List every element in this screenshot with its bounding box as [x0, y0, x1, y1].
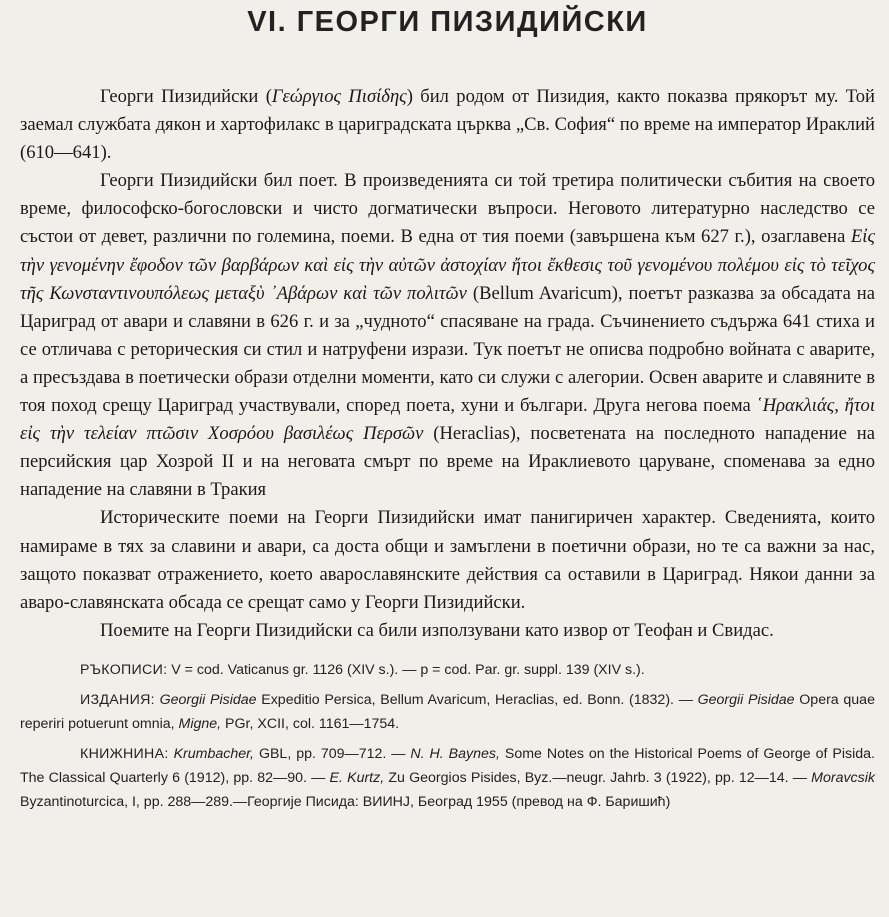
paragraph-2-text-b: (Bellum Avaricum), поетът разказва за обсадата на Цариград от авари и славяни в 626 г. и за „чудното“ спасяване на града. Съчинението съдържа 641 стиха и се отличава с реторическия си стил и натруфени изрази. Тук поетът не описва подробно войната с аварите, а пресъздава в поетически образи отделни моменти, като си служи с алегории. Освен аварите и славяните в тоя поход срещу Цариград участвували, според поета, хуни и българи. Друга негова поема [20, 282, 876, 417]
literature-entry [20, 742, 875, 814]
editions-text-2: Opera quae reperiri potuerunt omnia, [20, 691, 875, 732]
greek-name: Γεώργιος Πισίδης [271, 86, 407, 107]
literature-label: КНИЖНИНА: [80, 745, 169, 762]
literature-text-2: Some Notes on the Historical Poems of George of Pisida. The Classical Quarterly 6 (1912), pp. 82—90. — [20, 745, 875, 786]
chapter-title: VI. ГЕОРГИ ПИЗИДИЙСКИ [247, 6, 648, 38]
paragraph-3: Историческите поеми на Георги Пизидийски имат панигиричен характер. Сведенията, които намираме в тях за славини и авари, са доста общи и замъглени в поетични образи, но те са важни за нас, защото показват отражението, което аварославянските действия са оставили в Цариград. Някои данни за аваро-славянската обсада се срещат само у Георги Пизидийски. [20, 507, 875, 613]
greek-title-heraclias: ῾Ηρακλιάς, ἤτοι εἰς τὴν τελείαν πτῶσιν Χοσρόου βασιλέως Περσῶν [20, 395, 875, 445]
literature-text-3: Zu Georgios Pisides, Byz.—neugr. Jahrb. 3 (1922), pp. 12—14. — [384, 769, 812, 786]
greek-title-bellum-avaricum: Εἰς τὴν γενομένην ἔφοδον τῶν βαρβάρων καὶ εἰς τὴν αὐτῶν ἀστοχίαν ἤτοι ἔκθεσις τοῦ γενομένου πολέμου εἰς τὸ τεῖχος τῆς Κωνσταντινουπόλεως μεταξὺ ᾿Αβάρων καὶ τῶν πολιτῶν [20, 226, 875, 304]
literature-text-1: GBL, pp. 709—712. — [254, 745, 411, 762]
paragraph-2 [20, 167, 875, 504]
references-section [20, 658, 875, 814]
paragraph-4: Поемите на Георги Пизидийски са били използувани като извор от Теофан и Свидас. [100, 619, 774, 641]
paragraph-1 [20, 83, 875, 167]
literature-author-1: Krumbacher, [173, 745, 254, 762]
paragraph-1-text-b: ) бил родом от Пизидия, както показва прякорът му. Той заемал службата дякон и хартофилакс в цариградската църква „Св. София“ по време на император Ираклий (610—641). [20, 86, 875, 164]
paragraph-1-text-a: Георги Пизидийски ( [100, 86, 272, 107]
editions-entry [20, 688, 875, 736]
body-text [20, 83, 875, 645]
manuscripts-label: РЪКОПИСИ: [80, 661, 168, 678]
manuscripts-text: V = cod. Vaticanus gr. 1126 (XIV s.). — p = cod. Par. gr. suppl. 139 (XIV s.). [171, 661, 645, 678]
editions-text-3: PGr, XCII, col. 1161—1754. [221, 715, 400, 732]
editions-author-2: Georgii Pisidae [697, 691, 795, 708]
manuscripts-entry [20, 658, 875, 682]
literature-author-2: N. H. Baynes, [410, 745, 500, 762]
literature-text-4: Byzantinoturcica, I, pp. 288—289.—Георгије Писида: ВИИНЈ, Београд 1955 (превод на Ф. Баришић) [20, 793, 671, 810]
editions-author-1: Georgii Pisidae [159, 691, 257, 708]
literature-author-3: E. Kurtz, [329, 769, 385, 786]
editions-label: ИЗДАНИЯ: [80, 691, 155, 708]
literature-author-4: Moravcsik [811, 769, 875, 786]
paragraph-2-text-a: Георги Пизидийски бил поет. В произведенията си той третира политически събития на своето време, философско-богословски и чисто догматически въпроси. Неговото литературно наследство се състои от девет, различни по големина, поеми. В една от тия поеми (завършена към 627 г.), озаглавена [20, 170, 875, 248]
editions-migne: Migne, [178, 715, 222, 732]
editions-text-1: Expeditio Persica, Bellum Avaricum, Heraclias, ed. Bonn. (1832). — [256, 691, 698, 708]
paragraph-2-text-c: (Heraclias), посветената на последното нападение на персийския цар Хозрой II и на неговата смърт по време на Ираклиевото царуване, споменава за едно нападение на славяни в Тракия [20, 423, 875, 501]
